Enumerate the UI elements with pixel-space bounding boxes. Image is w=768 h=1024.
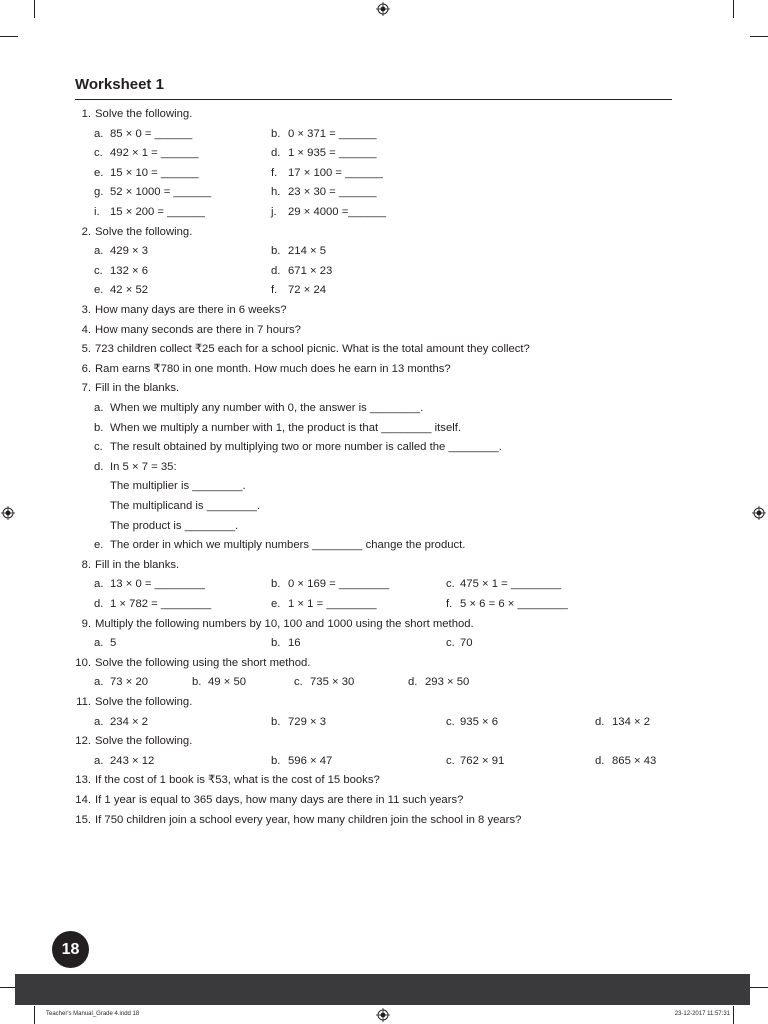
q10-item-label: a.: [94, 676, 104, 689]
q7-item-text: When we multiply a number with 1, the product is that ________ itself.: [110, 421, 462, 434]
q8-item-label: b.: [271, 578, 281, 591]
q1-item-text: 17 × 100 = ______: [288, 166, 383, 179]
q7-item-text: The product is ________.: [110, 519, 239, 532]
q8-item-label: a.: [94, 578, 104, 591]
q11-item-text: 134 × 2: [612, 715, 651, 728]
question-number: 1.: [81, 108, 91, 120]
question-number: 7.: [81, 382, 91, 395]
registration-mark-icon: [376, 1008, 390, 1022]
q7-item-text: In 5 × 7 = 35:: [110, 460, 177, 473]
q10-item-text: 735 × 30: [310, 676, 355, 689]
q7-item-label: a.: [94, 402, 104, 414]
q12-item-text: 243 × 12: [110, 754, 155, 767]
q1-item-text: 0 × 371 = ______: [288, 127, 377, 140]
registration-mark-icon: [752, 506, 766, 520]
q9-item-label: c.: [446, 637, 455, 650]
q9-item-text: 5: [110, 637, 117, 650]
question-text: Solve the following.: [95, 735, 193, 748]
q8-item-text: 1 × 782 = ________: [110, 598, 212, 610]
question-text: If 1 year is equal to 365 days, how many days are there in 11 such years?: [95, 794, 464, 806]
question-number: 10.: [75, 656, 91, 669]
footer-bar: [15, 974, 750, 1005]
question-number: 8.: [81, 558, 91, 571]
title-rule: [75, 99, 672, 100]
q11-item-label: b.: [271, 715, 281, 728]
q2-item-label: e.: [94, 284, 104, 297]
q10-item-text: 49 × 50: [208, 676, 247, 689]
q11-item-text: 935 × 6: [460, 715, 499, 728]
q7-item-text: The result obtained by multiplying two or more number is called the ________.: [110, 441, 502, 454]
question-text: Solve the following.: [95, 108, 193, 120]
q8-item-label: f.: [446, 598, 453, 610]
q2-item-text: 214 × 5: [288, 245, 327, 258]
q1-item-label: c.: [94, 147, 103, 160]
q12-item-label: c.: [446, 754, 455, 767]
q11-item-label: a.: [94, 715, 104, 728]
q8-item-text: 13 × 0 = ________: [110, 578, 205, 591]
q8-item-label: e.: [271, 598, 281, 610]
q8-item-text: 1 × 1 = ________: [288, 598, 377, 610]
crop-mark: [34, 1006, 35, 1024]
question-number: 4.: [81, 323, 91, 336]
q11-item-text: 234 × 2: [110, 715, 149, 728]
q8-item-text: 5 × 6 = 6 × ________: [460, 598, 568, 610]
q2-item-text: 72 × 24: [288, 284, 327, 297]
q1-item-label: a.: [94, 127, 104, 140]
question-text: How many seconds are there in 7 hours?: [95, 323, 301, 336]
question-text: 723 children collect ₹25 each for a school picnic. What is the total amount they collect?: [95, 343, 530, 356]
q8-item-text: 0 × 169 = ________: [288, 578, 390, 591]
q12-item-text: 762 × 91: [460, 754, 505, 767]
q2-item-text: 671 × 23: [288, 264, 333, 277]
q8-item-label: d.: [94, 598, 104, 610]
question-text: Fill in the blanks.: [95, 382, 180, 395]
q7-item-text: When we multiply any number with 0, the answer is ________.: [110, 402, 424, 414]
q10-item-text: 293 × 50: [425, 676, 470, 689]
q1-item-label: g.: [94, 186, 104, 199]
q1-item-label: e.: [94, 166, 104, 179]
q8-item-label: c.: [446, 578, 455, 591]
q1-item-text: 15 × 10 = ______: [110, 166, 199, 179]
q2-item-label: d.: [271, 264, 281, 277]
question-number: 6.: [81, 362, 91, 375]
q7-item-label: e.: [94, 539, 104, 552]
question-text: Solve the following using the short method.: [95, 656, 311, 669]
q1-item-text: 29 × 4000 =______: [288, 206, 387, 218]
question-number: 12.: [75, 735, 91, 748]
q1-item-text: 85 × 0 = ______: [110, 127, 193, 140]
q2-item-label: f.: [271, 284, 278, 297]
q1-item-label: b.: [271, 127, 281, 140]
q9-item-text: 16: [288, 637, 301, 650]
q11-item-label: d.: [595, 715, 605, 728]
question-text: Fill in the blanks.: [95, 558, 180, 571]
q1-item-label: f.: [271, 166, 278, 179]
q2-item-label: a.: [94, 245, 104, 258]
q1-item-text: 52 × 1000 = ______: [110, 186, 212, 199]
q7-item-label: b.: [94, 421, 104, 434]
q12-item-label: a.: [94, 754, 104, 767]
q7-item-label: d.: [94, 460, 104, 473]
question-number: 13.: [75, 774, 91, 787]
question-text: Solve the following.: [95, 225, 193, 238]
question-number: 11.: [76, 696, 91, 708]
question-number: 15.: [75, 813, 91, 826]
question-text: Multiply the following numbers by 10, 100 and 1000 using the short method.: [95, 617, 474, 630]
q2-item-text: 42 × 52: [110, 284, 149, 297]
q12-item-label: b.: [271, 754, 281, 767]
q12-item-text: 865 × 43: [612, 754, 657, 767]
q2-item-label: b.: [271, 245, 281, 258]
registration-mark-icon: [376, 2, 390, 16]
q1-item-label: j.: [271, 206, 277, 218]
q7-item-text: The order in which we multiply numbers ________ change the product.: [110, 539, 466, 552]
crop-mark: [750, 987, 768, 988]
crop-mark: [34, 0, 35, 18]
crop-mark: [733, 0, 734, 18]
q7-item-label: c.: [94, 441, 103, 454]
q11-item-text: 729 × 3: [288, 715, 327, 728]
page-title: Worksheet 1: [75, 76, 164, 93]
q9-item-text: 70: [460, 637, 473, 650]
q1-item-label: i.: [94, 206, 100, 218]
page-number-badge: 18: [52, 931, 89, 968]
crop-mark: [750, 36, 768, 37]
question-text: If the cost of 1 book is ₹53, what is the cost of 15 books?: [95, 774, 380, 787]
q8-item-text: 475 × 1 = ________: [460, 578, 562, 591]
q10-item-label: c.: [294, 676, 303, 689]
q1-item-label: d.: [271, 147, 281, 160]
q10-item-text: 73 × 20: [110, 676, 149, 689]
footer-slug-right: 23-12-2017 11:57:31: [674, 1011, 730, 1017]
question-number: 9.: [81, 617, 91, 630]
q2-item-text: 429 × 3: [110, 245, 149, 258]
crop-mark: [733, 1006, 734, 1024]
question-text: If 750 children join a school every year, how many children join the school in 8 years?: [95, 813, 522, 826]
q9-item-label: b.: [271, 637, 281, 650]
q12-item-text: 596 × 47: [288, 754, 333, 767]
q11-item-label: c.: [446, 715, 455, 728]
question-number: 3.: [81, 304, 91, 316]
q1-item-label: h.: [271, 186, 281, 199]
registration-mark-icon: [1, 506, 15, 520]
q2-item-label: c.: [94, 264, 103, 277]
question-number: 5.: [81, 343, 91, 356]
q1-item-text: 1 × 935 = ______: [288, 147, 377, 160]
q7-item-text: The multiplicand is ________.: [110, 500, 261, 512]
q9-item-label: a.: [94, 637, 104, 650]
question-number: 14.: [75, 794, 91, 806]
q10-item-label: d.: [408, 676, 418, 689]
question-text: Ram earns ₹780 in one month. How much does he earn in 13 months?: [95, 362, 451, 375]
crop-mark: [0, 36, 18, 37]
footer-slug-left: Teacher's Manual_Grade 4.indd 18: [46, 1011, 140, 1017]
question-text: Solve the following.: [95, 696, 193, 708]
question-text: How many days are there in 6 weeks?: [95, 304, 287, 316]
question-number: 2.: [81, 225, 91, 238]
q7-item-text: The multiplier is ________.: [110, 480, 246, 493]
q1-item-text: 15 × 200 = ______: [110, 206, 205, 218]
q10-item-label: b.: [192, 676, 202, 689]
q1-item-text: 492 × 1 = ______: [110, 147, 199, 160]
q1-item-text: 23 × 30 = ______: [288, 186, 377, 199]
q2-item-text: 132 × 6: [110, 264, 149, 277]
q12-item-label: d.: [595, 754, 605, 767]
